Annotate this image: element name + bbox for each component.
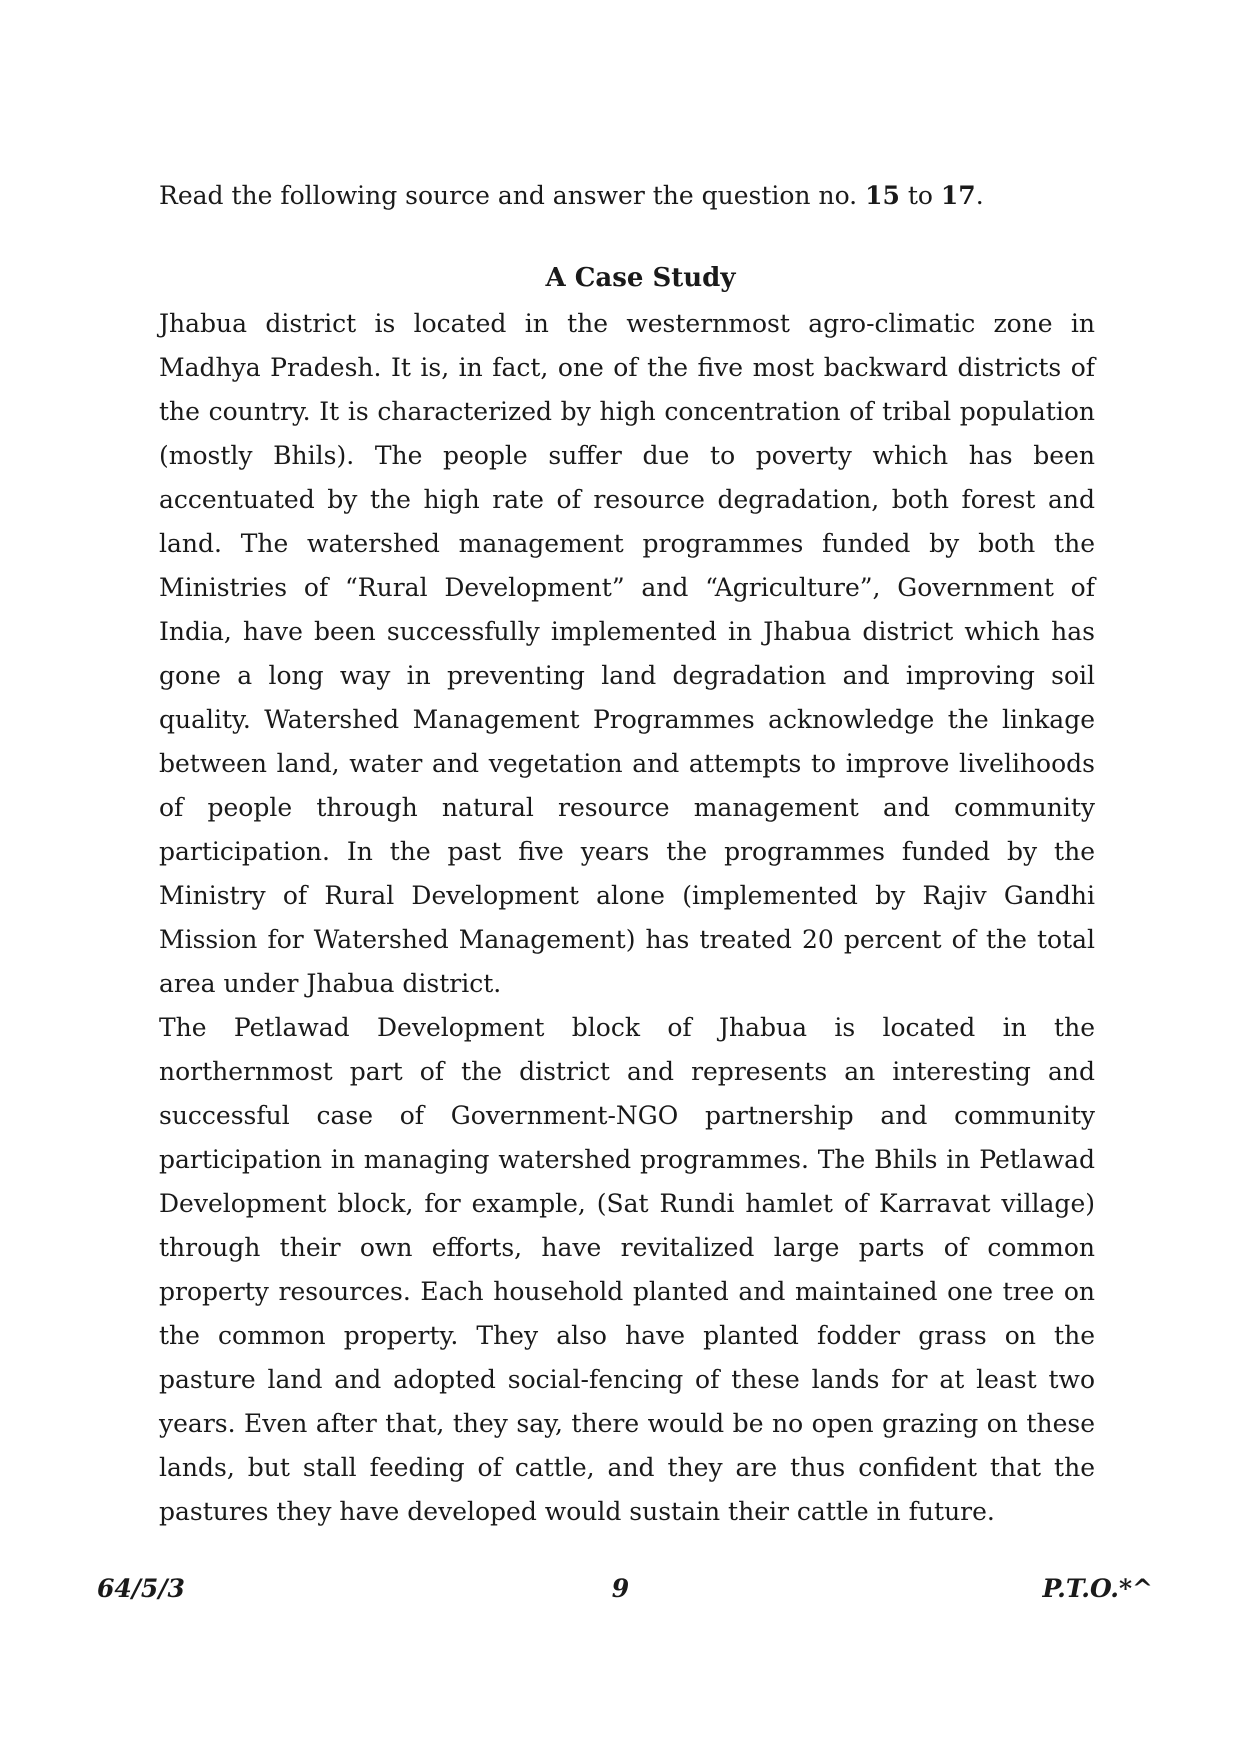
case-study-body [159, 302, 1095, 1534]
please-turn-over: P.T.O.*^ [1042, 1574, 1153, 1603]
case-study-title: A Case Study [545, 263, 736, 293]
instruction-connector: to [899, 181, 941, 210]
instruction-text: Read the following source and answer the question no. [159, 181, 866, 210]
question-end-number: 17 [940, 181, 976, 210]
paragraph-petlawad: The Petlawad Development block of Jhabua is located in the northernmost part of the district and represents an interesting and successful case of Government-NGO partnership and community participation in managing watershed programmes. The Bhils in Petlawad Development block, for example, (Sat Rundi hamlet of Karravat village) through their own efforts, have revitalized large parts of common property resources. Each household planted and maintained one tree on the common property. They also have planted fodder grass on the pasture land and adopted social-fencing of these lands for at least two years. Even after that, they say, there would be no open grazing on these lands, but stall feeding of cattle, and they are thus confident that the pastures they have developed would sustain their cattle in future. [159, 1013, 1095, 1526]
page-number: 9 [611, 1574, 630, 1603]
paragraph-jhabua: Jhabua district is located in the westernmost agro-climatic zone in Madhya Pradesh. It is, in fact, one of the five most backward districts of the country. It is characterized by high concentration of tribal population (mostly Bhils). The people suffer due to poverty which has been accentuated by the high rate of resource degradation, both forest and land. The watershed management programmes funded by both the Ministries of “Rural Development” and “Agriculture”, Government of India, have been successfully implemented in Jhabua district which has gone a long way in preventing land degradation and improving soil quality. Watershed Management Programmes acknowledge the linkage between land, water and vegetation and attempts to improve livelihoods of people through natural resource management and community participation. In the past five years the programmes funded by the Ministry of Rural Development alone (implemented by Rajiv Gandhi Mission for Watershed Management) has treated 20 percent of the total area under Jhabua district. [159, 309, 1095, 998]
paper-code: 64/5/3 [97, 1574, 185, 1603]
source-instruction [159, 176, 1099, 216]
question-start-number: 15 [865, 181, 900, 210]
instruction-period: . [975, 181, 984, 210]
